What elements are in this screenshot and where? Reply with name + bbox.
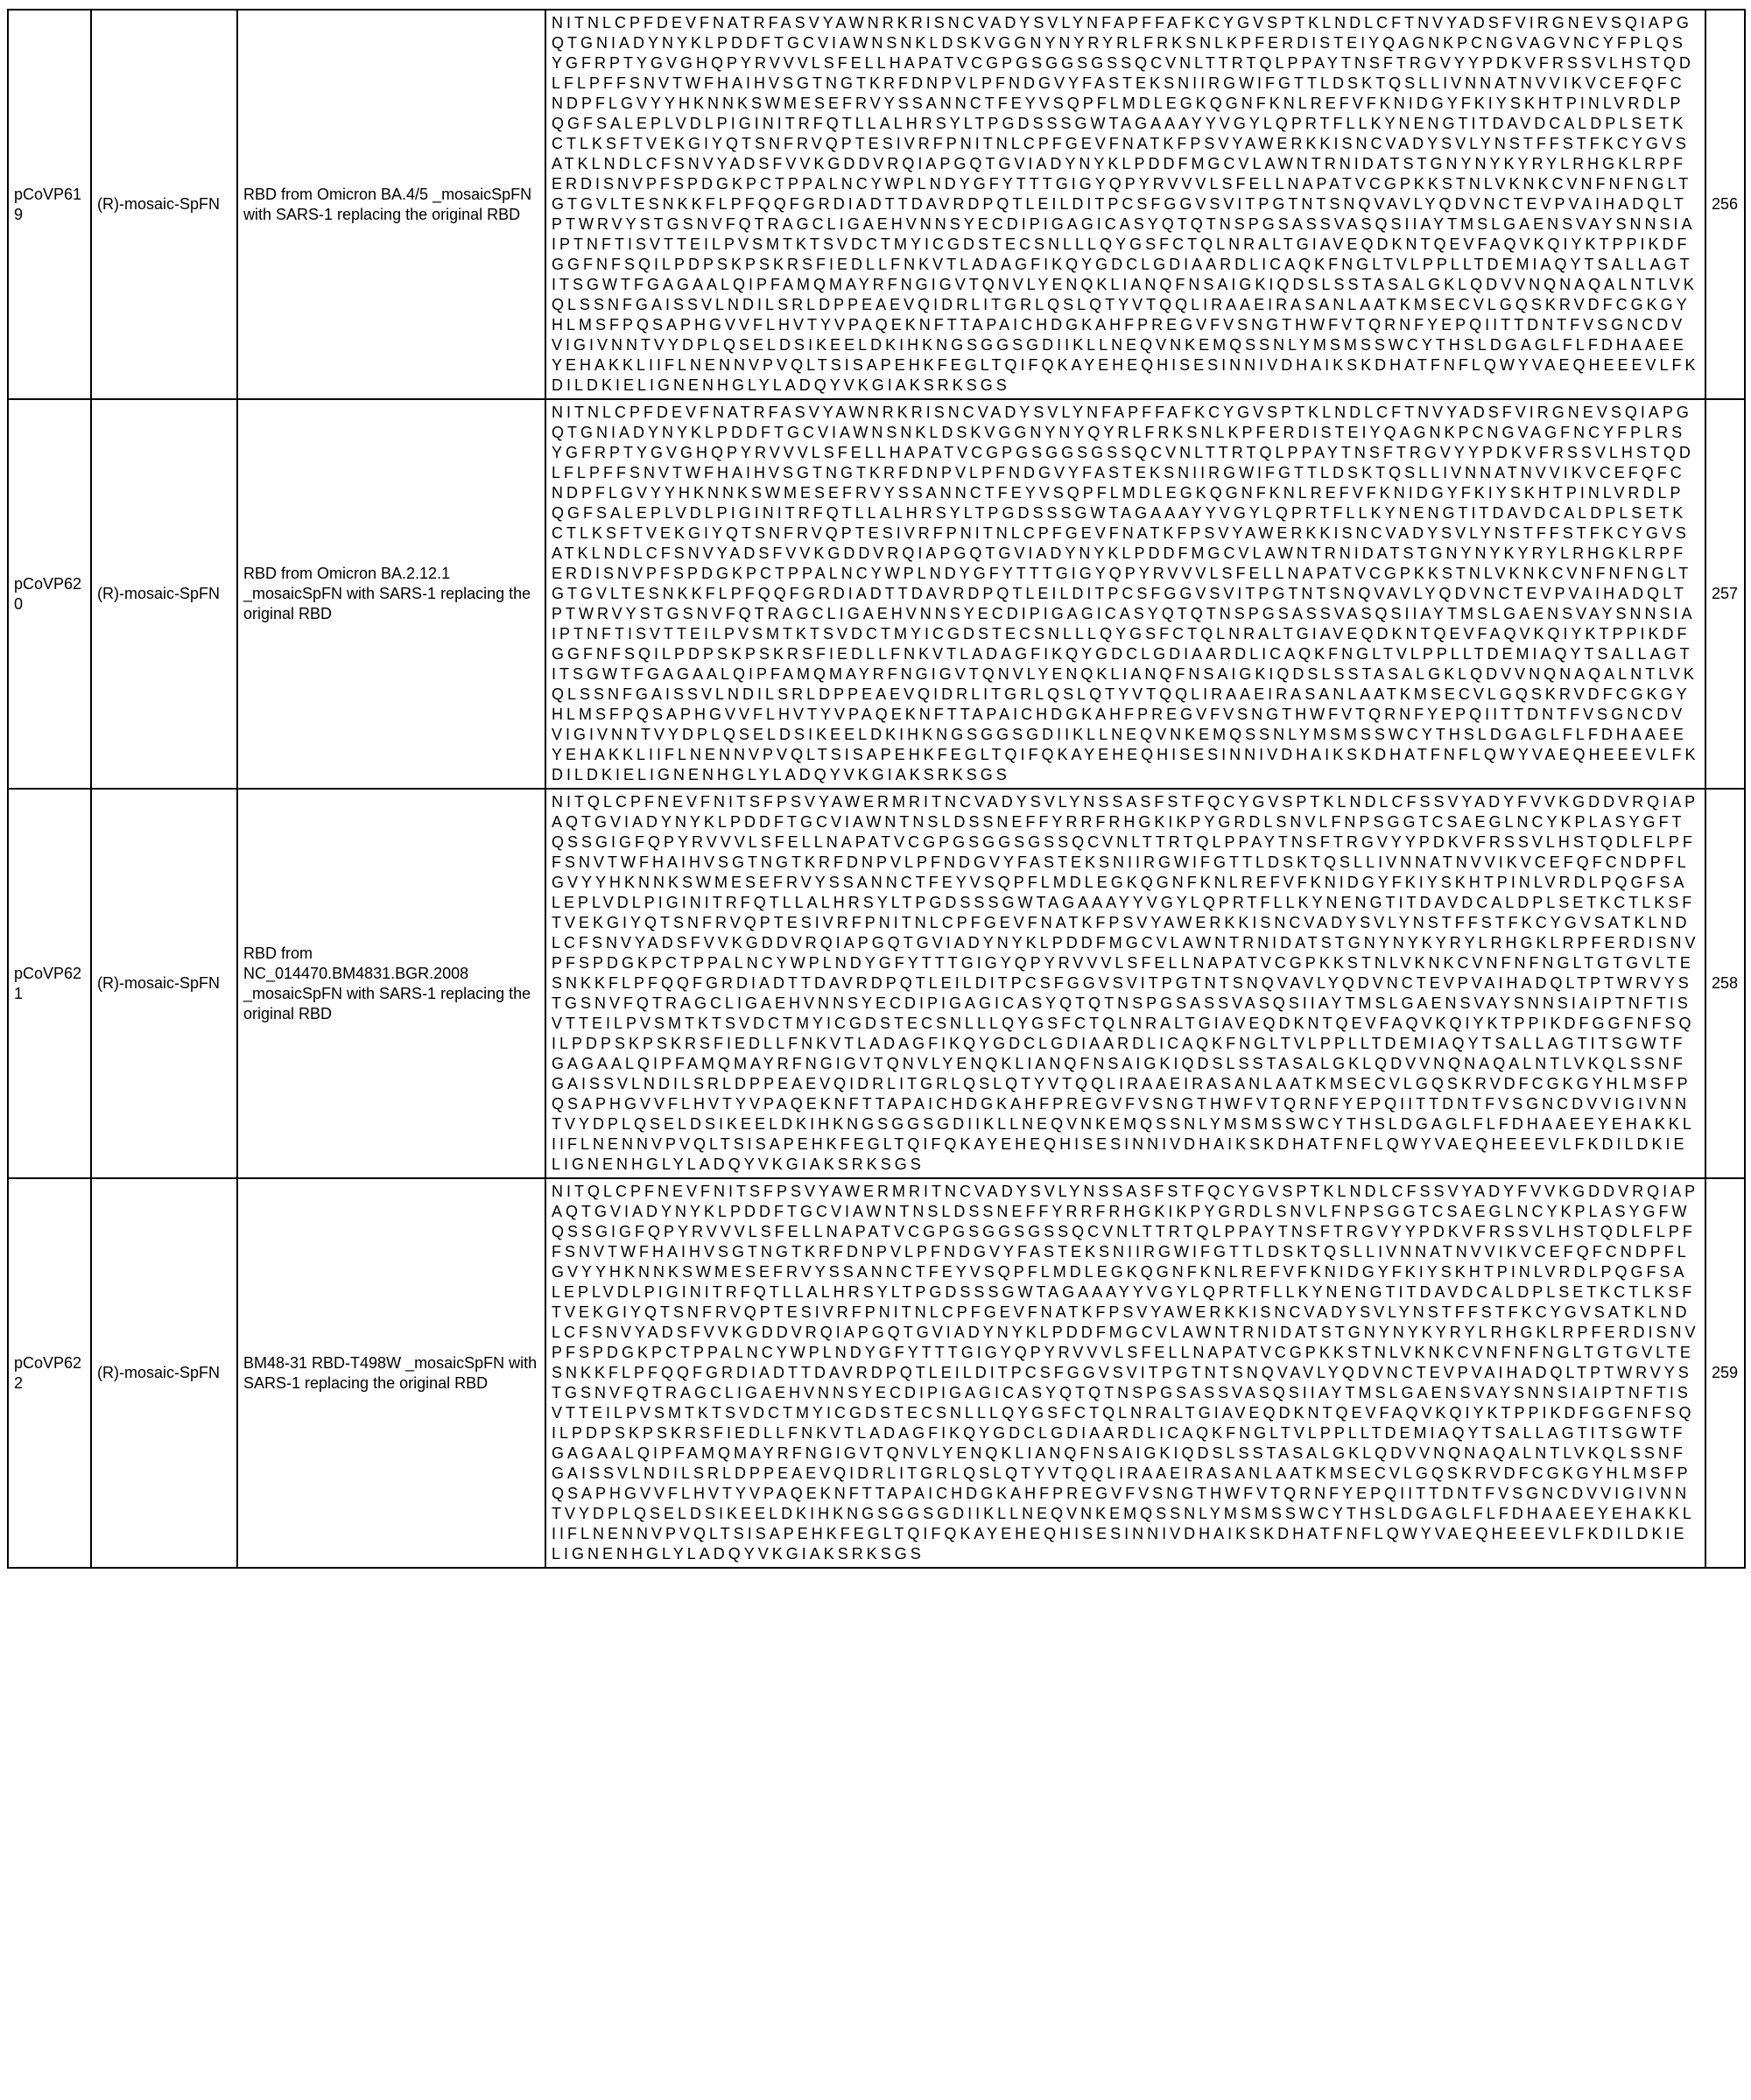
construct-id-cell: pCoVP620 [8, 399, 91, 789]
description-cell: RBD from NC_014470.BM4831.BGR.2008 _mosaicSpFN with SARS-1 replacing the original RBD [237, 789, 545, 1178]
sequence-cell: NITQLCPFNEVFNITSFPSVYAWERMRITNCVADYSVLYNSSASFSTFQCYGVSPTKLNDLCFSSVYADYFVVKGDDVRQIAPAQTGVIADYNYKLPDDFTGCVIAWNTNSLDSSNEFFYRRFRHGKIKPYGRDLSNVLFNPSGGTCSAEGLNCYKPLASYGFWQSSGIGFQPYRVVVLSFELLNAPATVCGPGSGGSGSSQCVNLTTRTQLPPAYTNSFTRGVYYPDKVFRSSVLHSTQDLFLPFFSNVTWFHAIHVSGTNGTKRFDNPVLPFNDGVYFASTEKSNIIRGWIFGTTLDSKTQSLLIVNNATNVVIKVCEFQFCNDPFLGVYYHKNNKSWMESEFRVYSSANNCTFEYVSQPFLMDLEGKQGNFKNLREFVFKNIDGYFKIYSKHTPINLVRDLPQGFSALEPLVDLPIGINITRFQTLLALHRSYLTPGDSSSGWTAGAAAYYVGYLQPRTFLLKYNENGTITDAVDCALDPLSETKCTLKSFTVEKGIYQTSNFRVQPTESIVRFPNITNLCPFGEVFNATKFPSVYAWERKKISNCVADYSVLYNSTFFSTFKCYGVSATKLNDLCFSNVYADSFVVKGDDVRQIAPGQTGVIADYNYKLPDDFMGCVLAWNTRNIDATSTGNYNYKYRYLRHGKLRPFERDISNVPFSPDGKPCTPPALNCYWPLNDYGFYTTTGIGYQPYRVVVLSFELLNAPATVCGPKKSTNLVKNKCVNFNFNGLTGTGVLTESNKKFLPFQQFGRDIADTTDAVRDPQTLEILDITPCSFGGVSVITPGTNTSNQVAVLYQDVNCTEVPVAIHADQLTPTWRVYSTGSNVFQTRAGCLIGAEHVNNSYECDIPIGAGICASYQTQTNSPGSASSVASQSIIAYTMSLGAENSVAYSNNSIAIPTNFTISVTTEILPVSMTKTSVDCTMYICGDSTECSNLLLQYGSFCTQLNRALTGIAVEQDKNTQEVFAQVKQIYKTPPIKDFGGFNFSQILPDPSKPSKRSFIEDLLFNKVTLADAGFIKQYGDCLGDIAARDLICAQKFNGLTVLPPLLTDEMIAQYTSALLAGTITSGWTFGAGAALQIPFAMQMAYRFNGIGVTQNVLYENQKLIANQFNSAIGKIQDSLSSTASALGKLQDVVNQNAQALNTLVKQLSSNFGAISSVLNDILSRLDPPEAEVQIDRLITGRLQSLQTYVTQQLIRAAEIRASANLAATKMSECVLGQSKRVDFCGKGYHLMSFPQSAPHGVVFLHVTYVPAQEKNFTTAPAICHDGKAHFPREGVFVSNGTHWFVTQRNFYEPQIITTDNTFVSGNCDVVIGIVNNTVYDPLQSELDSIKEELDKIHKNGSGGSGDIIKLLNEQVNKEMQSSNLYMSMSSWCYTHSLDGAGLFLFDHAAEEYEHAKKLIIFLNENNVPVQLTSISAPEHKFEGLTQIFQKAYEHEQHISESINNIVDHAIKSKDHATFNFLQWYVAEQHEEEVLFKDILDKIELIGNENHGLYLADQYVKGIAKSRKSGS [545, 1178, 1705, 1568]
description-cell: BM48-31 RBD-T498W _mosaicSpFN with SARS-1 replacing the original RBD [237, 1178, 545, 1568]
platform-cell: (R)-mosaic-SpFN [91, 10, 237, 399]
construct-id-cell: pCoVP621 [8, 789, 91, 1178]
sequence-listing-table [7, 9, 1746, 1569]
seq-id-number-cell: 259 [1705, 1178, 1745, 1568]
platform-cell: (R)-mosaic-SpFN [91, 399, 237, 789]
seq-id-number-cell: 257 [1705, 399, 1745, 789]
table-row [8, 1178, 1745, 1568]
table-row [8, 10, 1745, 399]
table-row [8, 789, 1745, 1178]
seq-id-number-cell: 258 [1705, 789, 1745, 1178]
description-cell: RBD from Omicron BA.4/5 _mosaicSpFN with SARS-1 replacing the original RBD [237, 10, 545, 399]
description-cell: RBD from Omicron BA.2.12.1 _mosaicSpFN with SARS-1 replacing the original RBD [237, 399, 545, 789]
table-row [8, 399, 1745, 789]
sequence-cell: NITQLCPFNEVFNITSFPSVYAWERMRITNCVADYSVLYNSSASFSTFQCYGVSPTKLNDLCFSSVYADYFVVKGDDVRQIAPAQTGVIADYNYKLPDDFTGCVIAWNTNSLDSSNEFFYRRFRHGKIKPYGRDLSNVLFNPSGGTCSAEGLNCYKPLASYGFTQSSGIGFQPYRVVVLSFELLNAPATVCGPGSGGSGSSQCVNLTTRTQLPPAYTNSFTRGVYYPDKVFRSSVLHSTQDLFLPFFSNVTWFHAIHVSGTNGTKRFDNPVLPFNDGVYFASTEKSNIIRGWIFGTTLDSKTQSLLIVNNATNVVIKVCEFQFCNDPFLGVYYHKNNKSWMESEFRVYSSANNCTFEYVSQPFLMDLEGKQGNFKNLREFVFKNIDGYFKIYSKHTPINLVRDLPQGFSALEPLVDLPIGINITRFQTLLALHRSYLTPGDSSSGWTAGAAAYYVGYLQPRTFLLKYNENGTITDAVDCALDPLSETKCTLKSFTVEKGIYQTSNFRVQPTESIVRFPNITNLCPFGEVFNATKFPSVYAWERKKISNCVADYSVLYNSTFFSTFKCYGVSATKLNDLCFSNVYADSFVVKGDDVRQIAPGQTGVIADYNYKLPDDFMGCVLAWNTRNIDATSTGNYNYKYRYLRHGKLRPFERDISNVPFSPDGKPCTPPALNCYWPLNDYGFYTTTGIGYQPYRVVVLSFELLNAPATVCGPKKSTNLVKNKCVNFNFNGLTGTGVLTESNKKFLPFQQFGRDIADTTDAVRDPQTLEILDITPCSFGGVSVITPGTNTSNQVAVLYQDVNCTEVPVAIHADQLTPTWRVYSTGSNVFQTRAGCLIGAEHVNNSYECDIPIGAGICASYQTQTNSPGSASSVASQSIIAYTMSLGAENSVAYSNNSIAIPTNFTISVTTEILPVSMTKTSVDCTMYICGDSTECSNLLLQYGSFCTQLNRALTGIAVEQDKNTQEVFAQVKQIYKTPPIKDFGGFNFSQILPDPSKPSKRSFIEDLLFNKVTLADAGFIKQYGDCLGDIAARDLICAQKFNGLTVLPPLLTDEMIAQYTSALLAGTITSGWTFGAGAALQIPFAMQMAYRFNGIGVTQNVLYENQKLIANQFNSAIGKIQDSLSSTASALGKLQDVVNQNAQALNTLVKQLSSNFGAISSVLNDILSRLDPPEAEVQIDRLITGRLQSLQTYVTQQLIRAAEIRASANLAATKMSECVLGQSKRVDFCGKGYHLMSFPQSAPHGVVFLHVTYVPAQEKNFTTAPAICHDGKAHFPREGVFVSNGTHWFVTQRNFYEPQIITTDNTFVSGNCDVVIGIVNNTVYDPLQSELDSIKEELDKIHKNGSGGSGDIIKLLNEQVNKEMQSSNLYMSMSSWCYTHSLDGAGLFLFDHAAEEYEHAKKLIIFLNENNVPVQLTSISAPEHKFEGLTQIFQKAYEHEQHISESINNIVDHAIKSKDHATFNFLQWYVAEQHEEEVLFKDILDKIELIGNENHGLYLADQYVKGIAKSRKSGS [545, 789, 1705, 1178]
sequence-cell: NITNLCPFDEVFNATRFASVYAWNRKRISNCVADYSVLYNFAPFFAFKCYGVSPTKLNDLCFTNVYADSFVIRGNEVSQIAPGQTGNIADYNYKLPDDFTGCVIAWNSNKLDSKVGGNYNYQYRLFRKSNLKPFERDISTEIYQAGNKPCNGVAGFNCYFPLRSYGFRPTYGVGHQPYRVVVLSFELLHAPATVCGPGSGGSGSSQCVNLTTRTQLPPAYTNSFTRGVYYPDKVFRSSVLHSTQDLFLPFFSNVTWFHAIHVSGTNGTKRFDNPVLPFNDGVYFASTEKSNIIRGWIFGTTLDSKTQSLLIVNNATNVVIKVCEFQFCNDPFLGVYYHKNNKSWMESEFRVYSSANNCTFEYVSQPFLMDLEGKQGNFKNLREFVFKNIDGYFKIYSKHTPINLVRDLPQGFSALEPLVDLPIGINITRFQTLLALHRSYLTPGDSSSGWTAGAAAYYVGYLQPRTFLLKYNENGTITDAVDCALDPLSETKCTLKSFTVEKGIYQTSNFRVQPTESIVRFPNITNLCPFGEVFNATKFPSVYAWERKKISNCVADYSVLYNSTFFSTFKCYGVSATKLNDLCFSNVYADSFVVKGDDVRQIAPGQTGVIADYNYKLPDDFMGCVLAWNTRNIDATSTGNYNYKYRYLRHGKLRPFERDISNVPFSPDGKPCTPPALNCYWPLNDYGFYTTTGIGYQPYRVVVLSFELLNAPATVCGPKKSTNLVKNKCVNFNFNGLTGTGVLTESNKKFLPFQQFGRDIADTTDAVRDPQTLEILDITPCSFGGVSVITPGTNTSNQVAVLYQDVNCTEVPVAIHADQLTPTWRVYSTGSNVFQTRAGCLIGAEHVNNSYECDIPIGAGICASYQTQTNSPGSASSVASQSIIAYTMSLGAENSVAYSNNSIAIPTNFTISVTTEILPVSMTKTSVDCTMYICGDSTECSNLLLQYGSFCTQLNRALTGIAVEQDKNTQEVFAQVKQIYKTPPIKDFGGFNFSQILPDPSKPSKRSFIEDLLFNKVTLADAGFIKQYGDCLGDIAARDLICAQKFNGLTVLPPLLTDEMIAQYTSALLAGTITSGWTFGAGAALQIPFAMQMAYRFNGIGVTQNVLYENQKLIANQFNSAIGKIQDSLSSTASALGKLQDVVNQNAQALNTLVKQLSSNFGAISSVLNDILSRLDPPEAEVQIDRLITGRLQSLQTYVTQQLIRAAEIRASANLAATKMSECVLGQSKRVDFCGKGYHLMSFPQSAPHGVVFLHVTYVPAQEKNFTTAPAICHDGKAHFPREGVFVSNGTHWFVTQRNFYEPQIITTDNTFVSGNCDVVIGIVNNTVYDPLQSELDSIKEELDKIHKNGSGGSGDIIKLLNEQVNKEMQSSNLYMSMSSWCYTHSLDGAGLFLFDHAAEEYEHAKKLIIFLNENNVPVQLTSISAPEHKFEGLTQIFQKAYEHEQHISESINNIVDHAIKSKDHATFNFLQWYVAEQHEEEVLFKDILDKIELIGNENHGLYLADQYVKGIAKSRKSGS [545, 399, 1705, 789]
construct-id-cell: pCoVP622 [8, 1178, 91, 1568]
construct-id-cell: pCoVP619 [8, 10, 91, 399]
platform-cell: (R)-mosaic-SpFN [91, 1178, 237, 1568]
seq-id-number-cell: 256 [1705, 10, 1745, 399]
platform-cell: (R)-mosaic-SpFN [91, 789, 237, 1178]
sequence-cell: NITNLCPFDEVFNATRFASVYAWNRKRISNCVADYSVLYNFAPFFAFKCYGVSPTKLNDLCFTNVYADSFVIRGNEVSQIAPGQTGNIADYNYKLPDDFTGCVIAWNSNKLDSKVGGNYNYRYRLFRKSNLKPFERDISTEIYQAGNKPCNGVAGVNCYFPLQSYGFRPTYGVGHQPYRVVVLSFELLHAPATVCGPGSGGSGSSQCVNLTTRTQLPPAYTNSFTRGVYYPDKVFRSSVLHSTQDLFLPFFSNVTWFHAIHVSGTNGTKRFDNPVLPFNDGVYFASTEKSNIIRGWIFGTTLDSKTQSLLIVNNATNVVIKVCEFQFCNDPFLGVYYHKNNKSWMESEFRVYSSANNCTFEYVSQPFLMDLEGKQGNFKNLREFVFKNIDGYFKIYSKHTPINLVRDLPQGFSALEPLVDLPIGINITRFQTLLALHRSYLTPGDSSSGWTAGAAAYYVGYLQPRTFLLKYNENGTITDAVDCALDPLSETKCTLKSFTVEKGIYQTSNFRVQPTESIVRFPNITNLCPFGEVFNATKFPSVYAWERKKISNCVADYSVLYNSTFFSTFKCYGVSATKLNDLCFSNVYADSFVVKGDDVRQIAPGQTGVIADYNYKLPDDFMGCVLAWNTRNIDATSTGNYNYKYRYLRHGKLRPFERDISNVPFSPDGKPCTPPALNCYWPLNDYGFYTTTGIGYQPYRVVVLSFELLNAPATVCGPKKSTNLVKNKCVNFNFNGLTGTGVLTESNKKFLPFQQFGRDIADTTDAVRDPQTLEILDITPCSFGGVSVITPGTNTSNQVAVLYQDVNCTEVPVAIHADQLTPTWRVYSTGSNVFQTRAGCLIGAEHVNNSYECDIPIGAGICASYQTQTNSPGSASSVASQSIIAYTMSLGAENSVAYSNNSIAIPTNFTISVTTEILPVSMTKTSVDCTMYICGDSTECSNLLLQYGSFCTQLNRALTGIAVEQDKNTQEVFAQVKQIYKTPPIKDFGGFNFSQILPDPSKPSKRSFIEDLLFNKVTLADAGFIKQYGDCLGDIAARDLICAQKFNGLTVLPPLLTDEMIAQYTSALLAGTITSGWTFGAGAALQIPFAMQMAYRFNGIGVTQNVLYENQKLIANQFNSAIGKIQDSLSSTASALGKLQDVVNQNAQALNTLVKQLSSNFGAISSVLNDILSRLDPPEAEVQIDRLITGRLQSLQTYVTQQLIRAAEIRASANLAATKMSECVLGQSKRVDFCGKGYHLMSFPQSAPHGVVFLHVTYVPAQEKNFTTAPAICHDGKAHFPREGVFVSNGTHWFVTQRNFYEPQIITTDNTFVSGNCDVVIGIVNNTVYDPLQSELDSIKEELDKIHKNGSGGSGDIIKLLNEQVNKEMQSSNLYMSMSSWCYTHSLDGAGLFLFDHAAEEYEHAKKLIIFLNENNVPVQLTSISAPEHKFEGLTQIFQKAYEHEQHISESINNIVDHAIKSKDHATFNFLQWYVAEQHEEEVLFKDILDKIELIGNENHGLYLADQYVKGIAKSRKSGS [545, 10, 1705, 399]
